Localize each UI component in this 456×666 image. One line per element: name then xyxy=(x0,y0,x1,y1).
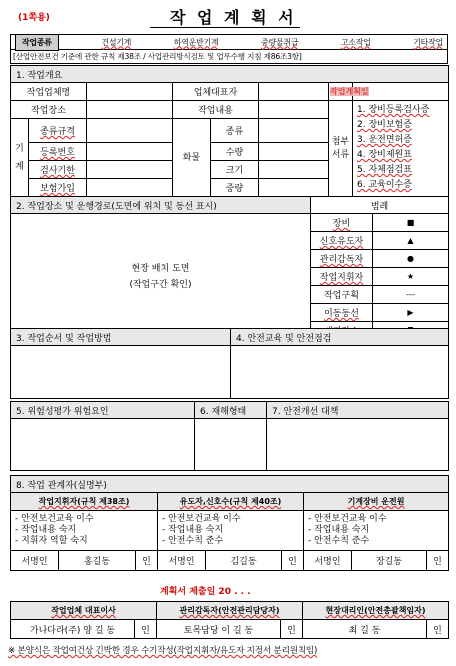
attach-list xyxy=(353,101,449,197)
cargo-size-label: 크기 xyxy=(211,161,259,179)
title-underline xyxy=(150,27,300,28)
business-value[interactable] xyxy=(87,83,173,101)
legend-sym-4: ★ xyxy=(373,268,449,286)
safety-training-area[interactable] xyxy=(231,346,449,399)
submit-seal-2[interactable]: 인 xyxy=(281,620,303,639)
risk-factor-area[interactable] xyxy=(11,419,195,471)
cargo-qty-value[interactable] xyxy=(259,143,329,161)
submit-table xyxy=(10,601,449,639)
signer-label-2: 서명인 xyxy=(158,551,206,571)
improvement-area[interactable] xyxy=(267,419,449,471)
cargo-label: 화물 xyxy=(173,119,211,197)
legend-label-1: 장비 xyxy=(311,214,373,232)
site-label: 작업장소 xyxy=(11,101,87,119)
submit-head-ceo: 작업업체 대표이사 xyxy=(11,602,157,620)
category-bar xyxy=(11,35,447,50)
legend-label-5: 작업구획 xyxy=(311,286,373,304)
category-heavy[interactable]: 중량물취급 xyxy=(261,37,299,47)
role-item: - 작업내용 숙지 xyxy=(15,525,77,535)
submit-head-manager: 현장대리인(안전총괄책임자) xyxy=(303,602,449,620)
attach-doc-3: 3. 운전면허증 xyxy=(357,135,412,145)
rep-label: 업체대표자 xyxy=(173,83,259,101)
submit-head-supervisor: 관리감독자(안전관리담당자) xyxy=(157,602,303,620)
section-8-table xyxy=(10,475,449,571)
form-tag: (1쪽용) xyxy=(18,13,50,23)
legend-label-4: 작업지휘자 xyxy=(311,268,373,286)
cargo-weight-label: 중량 xyxy=(211,179,259,197)
section-1-title: 1. 작업개요 xyxy=(11,66,449,83)
cargo-kind-label: 종류 xyxy=(211,119,259,143)
content-label: 작업내용 xyxy=(173,101,259,119)
role-head-signaler: 유도자,신호수(규칙 제40조) xyxy=(158,493,304,511)
equip-insurance-value[interactable] xyxy=(87,179,173,197)
submit-name-supervisor[interactable]: 토목담당 이 길 동 xyxy=(157,620,281,639)
category-high[interactable]: 고소작업 xyxy=(340,37,371,47)
legend-sym-1: ■ xyxy=(373,214,449,232)
role-item: - 안전수칙 준수 xyxy=(308,536,370,546)
role-item: - 안전보건교육 이수 xyxy=(162,514,241,524)
signer-label-1: 서명인 xyxy=(11,551,59,571)
category-other[interactable]: 기타작업 xyxy=(413,37,443,47)
legend-title: 범례 xyxy=(311,197,449,214)
role-items-operator xyxy=(304,511,449,551)
legend-sym-6: ▶ xyxy=(373,304,449,322)
section-6-title: 6. 재해형태 xyxy=(195,402,267,419)
seal-2[interactable]: 인 xyxy=(282,551,304,571)
category-loading[interactable]: 하역운반기계 xyxy=(173,37,219,47)
equip-insurance-label: 보험가입 xyxy=(29,179,87,197)
submit-name-manager[interactable]: 최 길 동 xyxy=(303,620,427,639)
role-item: - 안전수칙 준수 xyxy=(162,536,224,546)
cargo-kind-value[interactable] xyxy=(259,119,329,143)
role-head-operator: 기계장비 운전원 xyxy=(304,493,449,511)
page-title: 작 업 계 획 서 xyxy=(170,8,297,27)
section-3-title: 3. 작업순서 및 작업방법 xyxy=(11,329,231,346)
section-2-title: 2. 작업장소 및 운행경로(도면에 위치 및 동선 표시) xyxy=(11,197,311,214)
submit-seal-3[interactable]: 인 xyxy=(427,620,449,639)
accident-type-area[interactable] xyxy=(195,419,267,471)
rep-value[interactable] xyxy=(259,83,329,101)
cargo-qty-label: 수량 xyxy=(211,143,259,161)
role-items-signaler xyxy=(158,511,304,551)
signer-label-3: 서명인 xyxy=(304,551,352,571)
equip-inspect-label: 검사기한 xyxy=(29,161,87,179)
footnote-text: ※ 본양식은 작업여건상 긴박한 경우 수기작성(작업지휘자/유도자 지정서 분리원칙임) xyxy=(8,646,318,656)
attach-doc-5: 5. 자체점검표 xyxy=(357,165,412,175)
section-34-table xyxy=(10,328,449,399)
plan-date-label: 작업계획일 xyxy=(330,87,369,96)
site-value[interactable] xyxy=(87,101,173,119)
section-4-title: 4. 안전교육 및 안전점검 xyxy=(231,329,449,346)
footnote xyxy=(8,644,317,656)
legend-label-3: 관리감독자 xyxy=(311,250,373,268)
legend-label-6: 이동동선 xyxy=(311,304,373,322)
legend-sym-3: ● xyxy=(373,250,449,268)
cargo-weight-value[interactable] xyxy=(259,179,329,197)
equip-regno-label: 등록번호 xyxy=(29,143,87,161)
category-box xyxy=(10,34,448,64)
role-item: - 안전보건교육 이수 xyxy=(308,514,387,524)
attach-doc-4: 4. 장비제원표 xyxy=(357,150,412,160)
layout-drawing-area[interactable] xyxy=(11,214,311,340)
attach-doc-6: 6. 교육이수증 xyxy=(357,180,412,190)
content-value[interactable] xyxy=(259,101,329,119)
legend-sym-2: ▲ xyxy=(373,232,449,250)
equip-kind-label: 종류규격 xyxy=(29,119,87,143)
drawing-label: 현장 배치 도면 xyxy=(131,263,190,274)
attach-label: 첨부서류 xyxy=(329,101,353,197)
drawing-sub: (작업구간 확인) xyxy=(129,279,192,290)
category-construction[interactable]: 건설기계 xyxy=(101,37,132,47)
category-work-type[interactable]: 작업종류 xyxy=(15,34,59,51)
role-item: - 작업내용 숙지 xyxy=(308,525,370,535)
submit-date[interactable]: 계획서 제출일 20 . . . xyxy=(160,587,251,597)
role-head-commander: 작업지휘자(규칙 제38조) xyxy=(11,493,158,511)
role-item: - 작업내용 숙지 xyxy=(162,525,224,535)
role-item: - 지휘자 역할 숙지 xyxy=(15,536,88,546)
work-method-area[interactable] xyxy=(11,346,231,399)
attach-doc-1: 1. 장비등록검사증 xyxy=(357,105,430,115)
submit-seal-1[interactable]: 인 xyxy=(135,620,157,639)
section-1-table xyxy=(10,65,449,197)
equip-inspect-value[interactable] xyxy=(87,161,173,179)
signer-name-commander[interactable]: 홍길동 xyxy=(59,551,136,571)
equip-label: 기계 xyxy=(11,119,29,197)
submit-name-ceo[interactable]: 가나다라(주) 양 길 동 xyxy=(11,620,135,639)
role-item: - 안전보건교육 이수 xyxy=(15,514,94,524)
legend-label-2: 신호유도자 xyxy=(311,232,373,250)
business-label: 작업업체명 xyxy=(11,83,87,101)
cargo-size-value[interactable] xyxy=(259,161,329,179)
role-items-commander xyxy=(11,511,158,551)
signer-name-signaler[interactable]: 김길동 xyxy=(206,551,282,571)
section-2-table xyxy=(10,196,449,340)
equip-kind-value[interactable] xyxy=(87,119,173,143)
attach-doc-2: 2. 장비보험증 xyxy=(357,120,412,130)
section-8-title: 8. 작업 관계자(실명부) xyxy=(11,476,449,493)
regulation-text: [산업안전보건 기준에 관한 규칙 제38조 / 사업관리방식검토 및 업무수행 지침 제86조3항] xyxy=(13,52,302,61)
section-567-table xyxy=(10,401,449,471)
equip-regno-value[interactable] xyxy=(87,143,173,161)
signer-name-operator[interactable]: 장길동 xyxy=(352,551,427,571)
seal-3[interactable]: 인 xyxy=(427,551,449,571)
seal-1[interactable]: 인 xyxy=(136,551,158,571)
section-7-title: 7. 안전개선 대책 xyxy=(267,402,449,419)
legend-sym-5: --- xyxy=(373,286,449,304)
section-5-title: 5. 위험성평가 위험요인 xyxy=(11,402,195,419)
